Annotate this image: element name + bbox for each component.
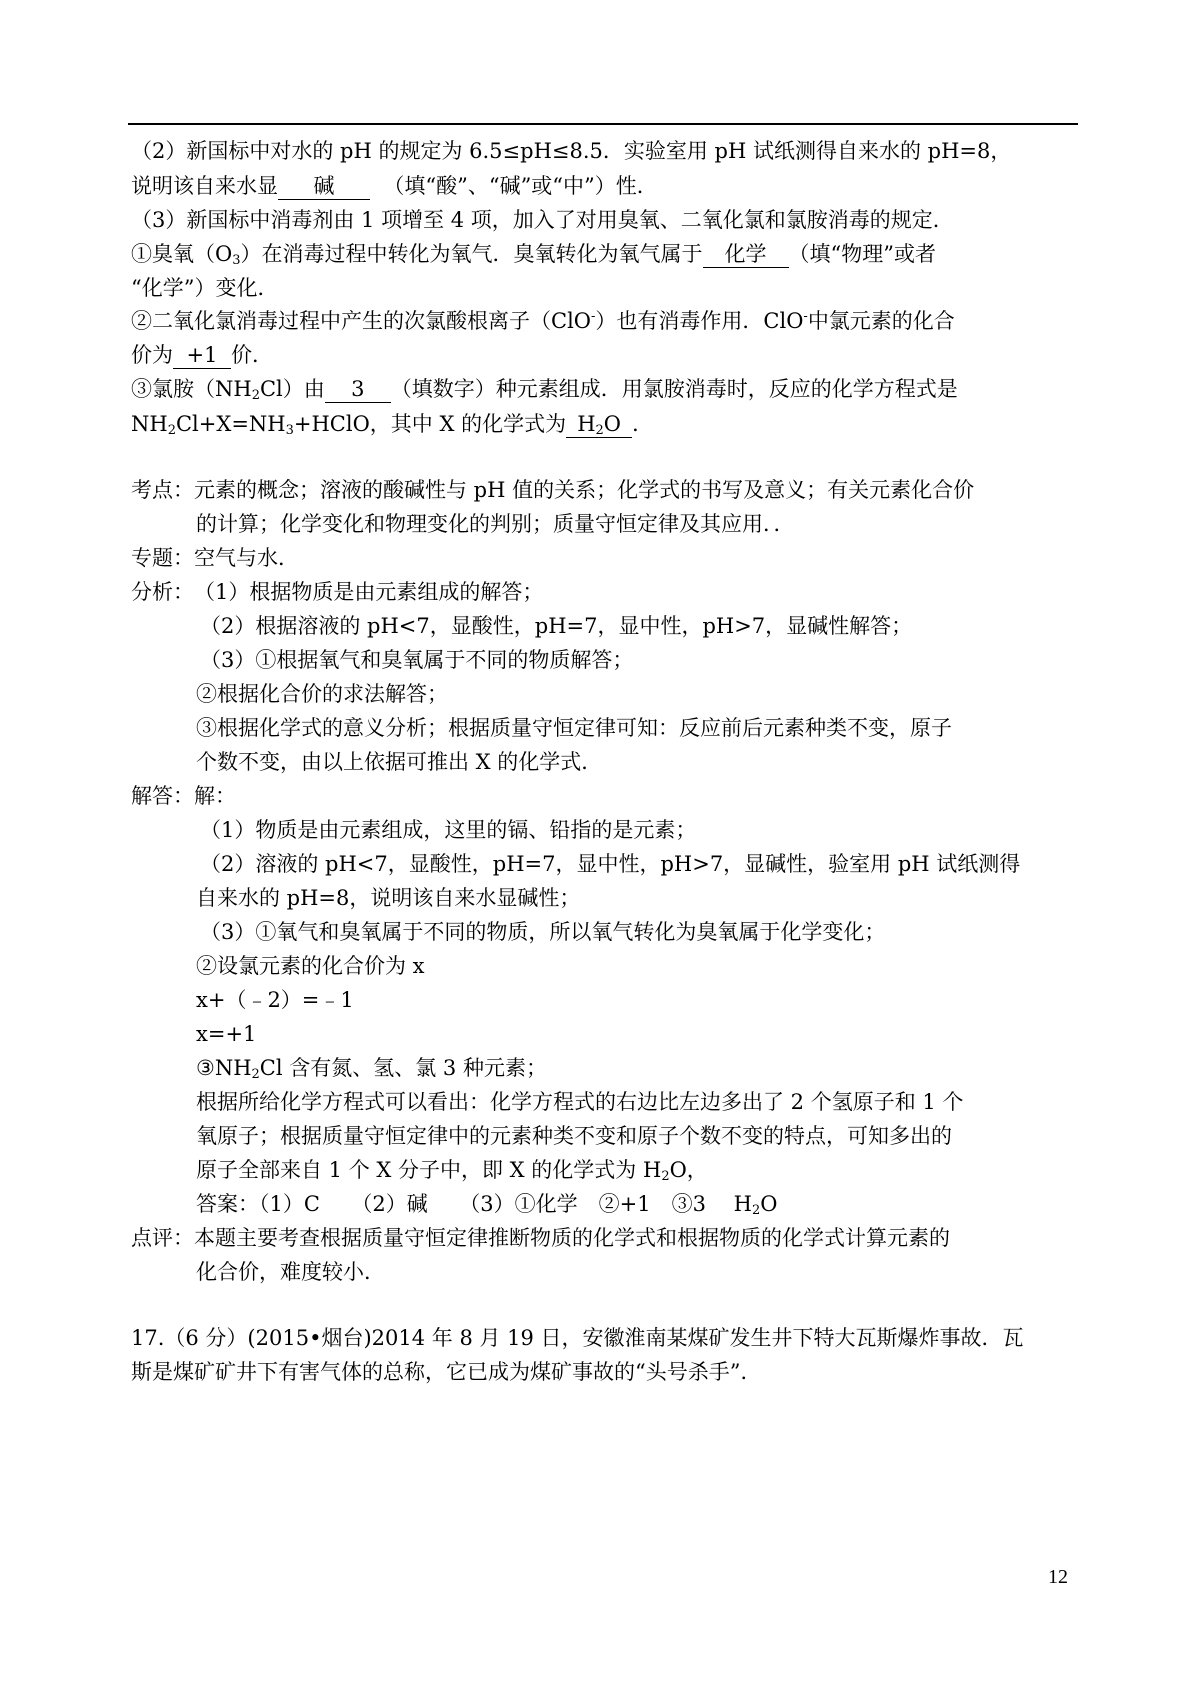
q3-c-l2-end: ． bbox=[632, 412, 654, 436]
jieda-line2: （2）溶液的 pH<7，显酸性，pH=7，显中性，pH>7，显碱性，验室用 pH 试纸测得 bbox=[200, 852, 1021, 876]
jieda-l8-sub: 2 bbox=[251, 1067, 260, 1082]
jieda-line9: 根据所给化学方程式可以看出：化学方程式的右边比左边多出了 2 个氢原子和 1 个 bbox=[196, 1090, 964, 1114]
q3-c-answer2-blank bbox=[566, 411, 632, 438]
fenxi-line1: （1）根据物质是由元素组成的解答； bbox=[194, 580, 544, 604]
q3-a-mid: ）在消毒过程中转化为氧气．臭氧转化为氧气属于 bbox=[240, 242, 703, 266]
jieda-line1: （1）物质是由元素组成，这里的镉、铅指的是元素； bbox=[200, 818, 697, 842]
kaodian-line2: 的计算；化学变化和物理变化的判别；质量守恒定律及其应用．． bbox=[196, 512, 795, 536]
q3-c-mid: Cl）由 bbox=[259, 377, 325, 401]
q3-c-l2-c: +HClO，其中 X 的化学式为 bbox=[293, 412, 567, 436]
q3-a-pre: ①臭氧（O bbox=[131, 242, 233, 266]
q3-c-answer-blank: 3 bbox=[325, 376, 391, 403]
jieda-line3: 自来水的 pH=8，说明该自来水显碱性； bbox=[196, 886, 581, 910]
kaodian-line1: 元素的概念；溶液的酸碱性与 pH 值的关系；化学式的书写及意义；有关元素化合价 bbox=[194, 478, 975, 502]
fenxi-line5: ③根据化学式的意义分析；根据质量守恒定律可知：反应前后元素种类不变，原子 bbox=[196, 716, 952, 740]
jieda-answer-b: O bbox=[760, 1192, 778, 1216]
jieda-line5: ②设氯元素的化合价为 x bbox=[196, 954, 425, 978]
q3-b-l2-pre: 价为 bbox=[131, 343, 173, 367]
q3-b-l2-post: 价． bbox=[231, 343, 273, 367]
q3-c-ans2-h: H bbox=[577, 412, 596, 436]
q3-c-l2-sub2: 3 bbox=[285, 423, 294, 438]
q17-line1: 17.（6 分）(2015•烟台)2014 年 8 月 19 日，安徽淮南某煤矿发生井下特大瓦斯爆炸事故．瓦 bbox=[131, 1326, 1024, 1350]
zhuanti-label: 专题： bbox=[131, 546, 194, 570]
q3-c-sub: 2 bbox=[251, 388, 260, 403]
q2-text-post: （填“酸”、“碱”或“中”）性． bbox=[383, 174, 658, 198]
jieda-line10: 氧原子；根据质量守恒定律中的元素种类不变和原子个数不变的特点，可知多出的 bbox=[196, 1124, 952, 1148]
jieda-answer bbox=[196, 1189, 777, 1219]
q2-line1: （2）新国标中对水的 pH 的规定为 6.5≤pH≤8.5．实验室用 pH 试纸测得自来水的 pH=8， bbox=[131, 139, 1012, 163]
kaodian-label: 考点： bbox=[131, 478, 194, 502]
q3-b-answer-blank: +1 bbox=[173, 342, 231, 369]
q3-b-post: 中氯元素的化合 bbox=[807, 309, 955, 333]
jieda-line11 bbox=[196, 1155, 708, 1185]
q3-a-post: （填“物理”或者 bbox=[788, 242, 936, 266]
q3-c-line2 bbox=[131, 409, 653, 439]
q3-c-l2-sub1: 2 bbox=[167, 423, 176, 438]
fenxi-line2: （2）根据溶液的 pH<7，显酸性，pH=7，显中性，pH>7，显碱性解答； bbox=[200, 614, 913, 638]
jieda-line6: x+（﹣2）=﹣1 bbox=[196, 988, 354, 1012]
jieda-label: 解答： bbox=[131, 784, 194, 808]
q3-c-pre: ③氯胺（NH bbox=[131, 377, 252, 401]
q3-a-answer-blank: 化学 bbox=[703, 241, 789, 268]
q3-c-l2-a: NH bbox=[131, 412, 168, 436]
jieda-answer-sub: 2 bbox=[751, 1203, 761, 1218]
q17-line2: 斯是煤矿矿井下有害气体的总称，它已成为煤矿事故的“头号杀手”． bbox=[131, 1360, 762, 1384]
q3-b-pre: ②二氧化氯消毒过程中产生的次氯酸根离子（ClO bbox=[131, 309, 591, 333]
dianping-line2: 化合价，难度较小． bbox=[196, 1260, 385, 1284]
q2-text: 说明该自来水显 bbox=[131, 174, 278, 198]
jieda-l8-b: Cl 含有氮、氢、氯 3 种元素； bbox=[259, 1056, 547, 1080]
q3-line1: （3）新国标中消毒剂由 1 项增至 4 项，加入了对用臭氧、二氧化氯和氯胺消毒的规定． bbox=[131, 208, 954, 232]
q3-a-sub: 3 bbox=[232, 253, 241, 268]
dianping-label: 点评： bbox=[131, 1226, 194, 1250]
q3-c-ans2-sub: 2 bbox=[595, 423, 604, 438]
zhuanti-text: 空气与水． bbox=[194, 546, 299, 570]
jieda-line8 bbox=[196, 1053, 547, 1083]
q3-b-sup2: - bbox=[803, 309, 808, 324]
q3-c-l2-b: Cl+X=NH bbox=[175, 412, 286, 436]
jieda-l8-a: ③NH bbox=[196, 1056, 252, 1080]
jieda-line4: （3）①氧气和臭氧属于不同的物质，所以氧气转化为臭氧属于化学变化； bbox=[200, 920, 886, 944]
header-rule bbox=[128, 123, 1078, 125]
q3-b-sup: - bbox=[591, 309, 596, 324]
q3-c-ans2-o: O bbox=[603, 412, 622, 436]
fenxi-line6: 个数不变，由以上依据可推出 X 的化学式． bbox=[196, 750, 603, 774]
q3-b-line1 bbox=[131, 306, 955, 336]
q2-line2 bbox=[131, 171, 658, 201]
jieda-l11-a: 原子全部来自 1 个 X 分子中，即 X 的化学式为 H bbox=[196, 1158, 662, 1182]
q3-b-mid: ）也有消毒作用．ClO bbox=[595, 309, 804, 333]
q3-a-line2: “化学”）变化． bbox=[131, 276, 279, 300]
q3-a-line1 bbox=[131, 239, 936, 269]
jieda-answer-a: 答案：（1）C （2）碱 （3）①化学 ②+1 ③3 H bbox=[196, 1192, 752, 1216]
jieda-first: 解： bbox=[194, 784, 236, 808]
q3-b-line2 bbox=[131, 340, 273, 370]
q3-c-post: （填数字）种元素组成．用氯胺消毒时，反应的化学方程式是 bbox=[390, 377, 958, 401]
page-number: 12 bbox=[1048, 1566, 1068, 1588]
jieda-line7: x=+1 bbox=[196, 1022, 257, 1046]
fenxi-line4: ②根据化合价的求法解答； bbox=[196, 682, 448, 706]
jieda-l11-b: O， bbox=[669, 1158, 708, 1182]
q3-c-line1 bbox=[131, 374, 958, 404]
q2-answer-blank: 碱 bbox=[278, 173, 370, 200]
dianping-line1: 本题主要考查根据质量守恒定律推断物质的化学式和根据物质的化学式计算元素的 bbox=[194, 1226, 950, 1250]
jieda-l11-sub: 2 bbox=[661, 1169, 670, 1184]
fenxi-line3: （3）①根据氧气和臭氧属于不同的物质解答； bbox=[200, 648, 634, 672]
fenxi-label: 分析： bbox=[131, 580, 194, 604]
